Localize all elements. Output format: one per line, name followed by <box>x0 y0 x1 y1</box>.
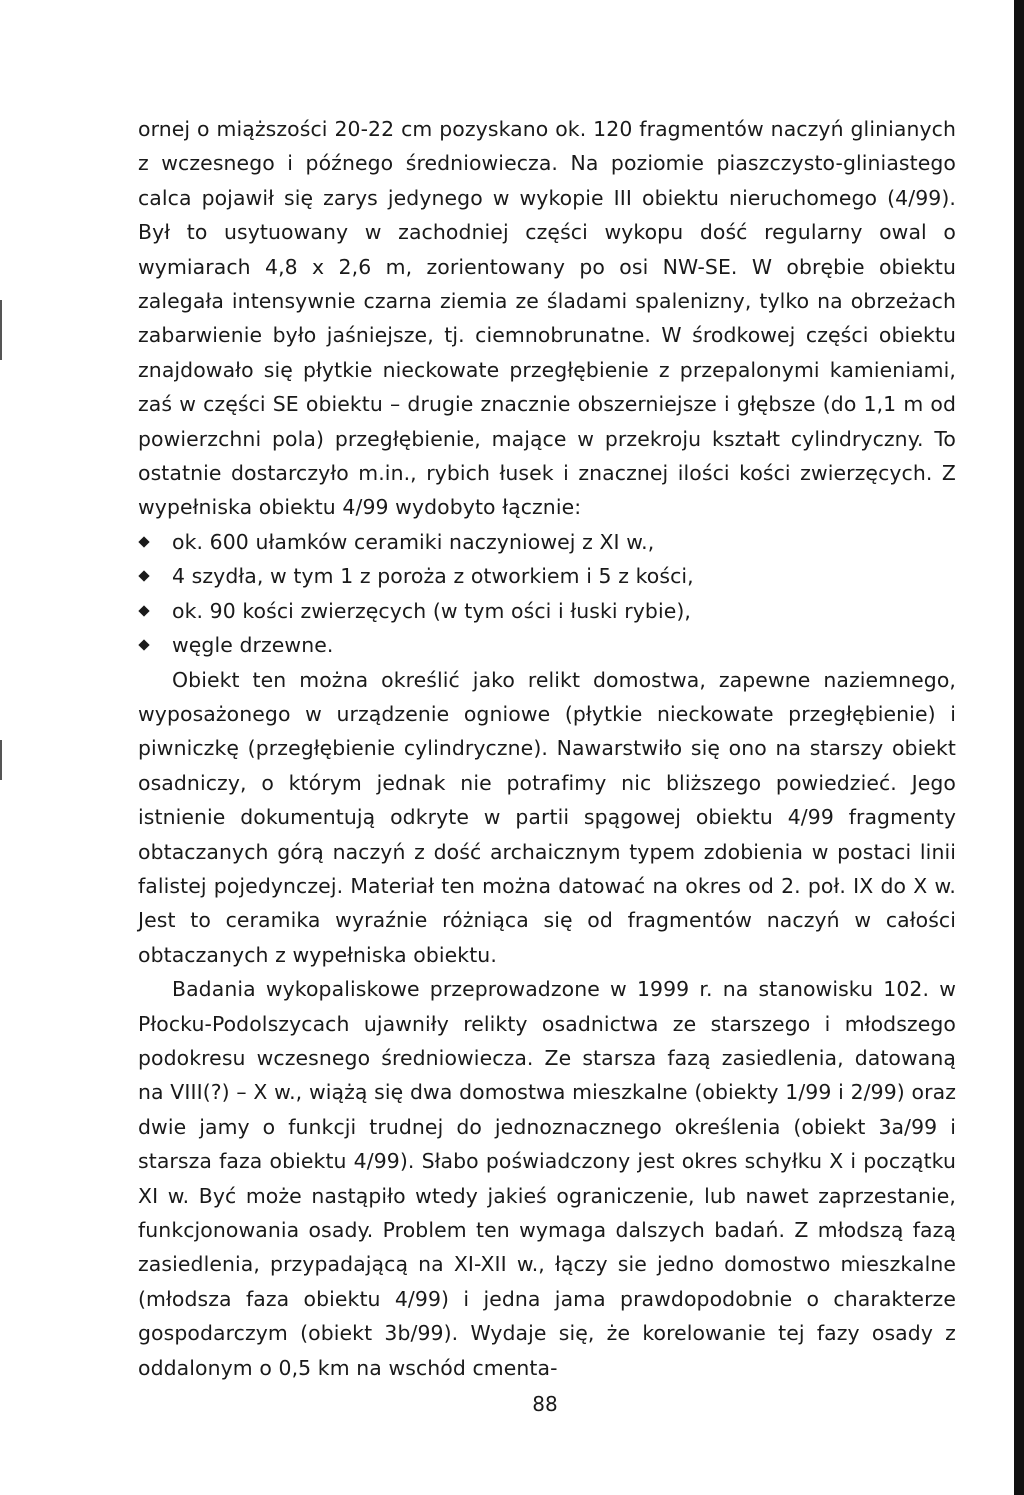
body-text <box>138 112 956 1385</box>
paragraph-2: Obiekt ten można określić jako relikt domostwa, zapewne naziemnego, wyposażonego w urządzenie ogniowe (płytkie nieckowate przegłębienie) i piwniczkę (przegłębienie cylindryczne). Nawarstwiło się ono na starszy obiekt osadniczy, o którym jednak nie potrafimy nic bliższego powiedzieć. Jego istnienie dokumentują odkryte w partii spągowej obiektu 4/99 fragmenty obtaczanych górą naczyń z dość archaicznym typem zdobienia w postaci linii falistej pojedynczej. Materiał ten można datować na okres od 2. poł. IX do X w. Jest to ceramika wyraźnie różniąca się od fragmentów naczyń w całości obtaczanych z wypełniska obiektu. <box>138 667 956 967</box>
paragraph-1: ornej o miąższości 20-22 cm pozyskano ok. 120 fragmentów naczyń glinianych z wczesnego i późnego średniowiecza. Na poziomie piaszczysto-gliniastego calca pojawił się zarys jedynego w wykopie III obiektu nieruchomego (4/99). Był to usytuowany w zachodniej części wykopu dość regularny owal o wymiarach 4,8 x 2,6 m, zorientowany po osi NW-SE. W obrębie obiektu zalegała intensywnie czarna ziemia ze śladami spalenizny, tylko na obrzeżach zabarwienie było jaśniejsze, tj. ciemnobrunatne. W środkowej części obiektu znajdowało się płytkie nieckowate przegłębienie z przepalonymi kamieniami, zaś w części SE obiektu – drugie znacznie obszerniejsze i głębsze (do 1,1 m od powierzchni pola) przegłębienie, mające w przekroju kształt cylindryczny. To ostatnie dostarczyło m.in., rybich łusek i znacznej ilości kości zwierzęcych. Z wypełniska obiektu 4/99 wydobyto łącznie: <box>138 117 956 520</box>
list-item <box>138 628 956 662</box>
diamond-bullet-icon <box>138 571 149 582</box>
diamond-bullet-icon <box>138 536 149 547</box>
list-item-text: 4 szydła, w tym 1 z poroża z otworkiem i 5 z kości, <box>172 564 694 589</box>
list-item <box>138 594 956 628</box>
scan-mark <box>0 300 2 360</box>
scan-edge <box>1014 0 1024 1495</box>
list-item-text: ok. 600 ułamków ceramiki naczyniowej z XI w., <box>172 529 655 554</box>
diamond-bullet-icon <box>138 605 149 616</box>
list-item-text: węgle drzewne. <box>172 633 334 658</box>
scan-mark <box>0 740 2 780</box>
diamond-bullet-icon <box>138 639 149 650</box>
paragraph-3: Badania wykopaliskowe przeprowadzone w 1999 r. na stanowisku 102. w Płocku-Podolszycach ujawniły relikty osadnictwa ze starszego i młodszego podokresu wczesnego średniowiecza. Ze starsza fazą zasiedlenia, datowaną na VIII(?) – X w., wiążą się dwa domostwa mieszkalne (obiekty 1/99 i 2/99) oraz dwie jamy o funkcji trudnej do jednoznacznego określenia (obiekt 3a/99 i starsza faza obiektu 4/99). Słabo poświadczony jest okres schyłku X i początku XI w. Być może nastąpiło wtedy jakieś ograniczenie, lub nawet zaprzestanie, funkcjonowania osady. Problem ten wymaga dalszych badań. Z młodszą fazą zasiedlenia, przypadającą na XI-XII w., łączy sie jedno domostwo mieszkalne (młodsza faza obiektu 4/99) i jedna jama prawdopodobnie o charakterze gospodarczym (obiekt 3b/99). Wydaje się, że korelowanie tej fazy osady z oddalonym o 0,5 km na wschód cmenta- <box>138 977 956 1380</box>
list-item-text: ok. 90 kości zwierzęcych (w tym ości i łuski rybie), <box>172 598 691 623</box>
findings-list <box>138 525 956 663</box>
list-item <box>138 525 956 559</box>
list-item <box>138 559 956 593</box>
page-number: 88 <box>532 1392 558 1416</box>
